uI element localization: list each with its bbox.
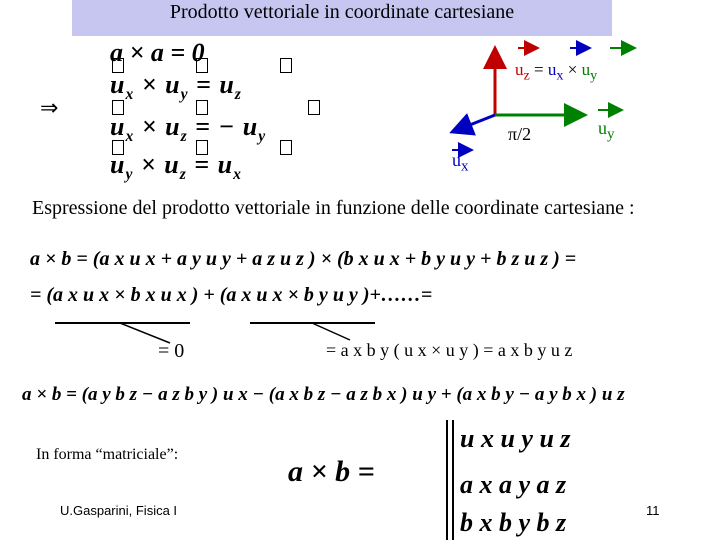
uz-equals-ux-cross-uy: $u_z = u_x \times u_y$ xyxy=(515,60,598,84)
identity-row-2: $u_x \times u_y = u_z$ xyxy=(110,70,242,104)
unit-product-result: = a x b y ( u x × u y ) = a x b y u z xyxy=(326,340,573,360)
determinant-bar-left-2 xyxy=(452,420,454,540)
footer-author: U.Gasparini, Fisica I xyxy=(60,503,178,518)
slide-title: Prodotto vettoriale in coordinate cartesiane xyxy=(169,1,515,23)
matrix-row-3: b x b y b z xyxy=(460,508,567,537)
expression-paragraph: Espressione del prodotto vettoriale in funzione delle coordinate cartesiane : xyxy=(32,197,635,219)
expansion-line-2: = (a x u x × b x u x ) + (a x u x × b y u y )+……= xyxy=(30,284,433,306)
implies-symbol: ⇒ xyxy=(40,95,59,120)
ux-axis-arrow xyxy=(452,115,495,132)
zero-result: = 0 xyxy=(158,340,185,362)
ux-axis-label: $u_x$ xyxy=(452,150,469,175)
expansion-line-1: a × b = (a x u x + a y u y + a z u z ) × (b x u x + b y u y + b z u z ) = xyxy=(30,248,577,270)
right-angle-label: π/2 xyxy=(508,124,532,144)
slide-title-box xyxy=(72,0,612,36)
page-number: 11 xyxy=(646,503,660,518)
matrix-form-label: In forma “matriciale”: xyxy=(36,446,179,463)
matrix-lhs: a × b = xyxy=(288,455,375,488)
identity-row-1-text: a × a = 0 xyxy=(110,38,205,67)
matrix-row-2: a x a y a z xyxy=(460,470,567,499)
identity-row-4: $u_y \times u_z = u_x$ xyxy=(110,150,242,184)
uy-axis-label: $u_y$ xyxy=(598,118,615,143)
matrix-row-1: u x u y u z xyxy=(460,424,571,453)
identity-row-3: $u_x \times u_z$ = − $u_y$ xyxy=(110,112,267,146)
determinant-bar-left xyxy=(446,420,448,540)
full-cross-product-formula: a × b = (a y b z − a z b y ) u x − (a x b z − a z b x ) u y + (a x b y − a y b x ) u z xyxy=(22,384,625,405)
